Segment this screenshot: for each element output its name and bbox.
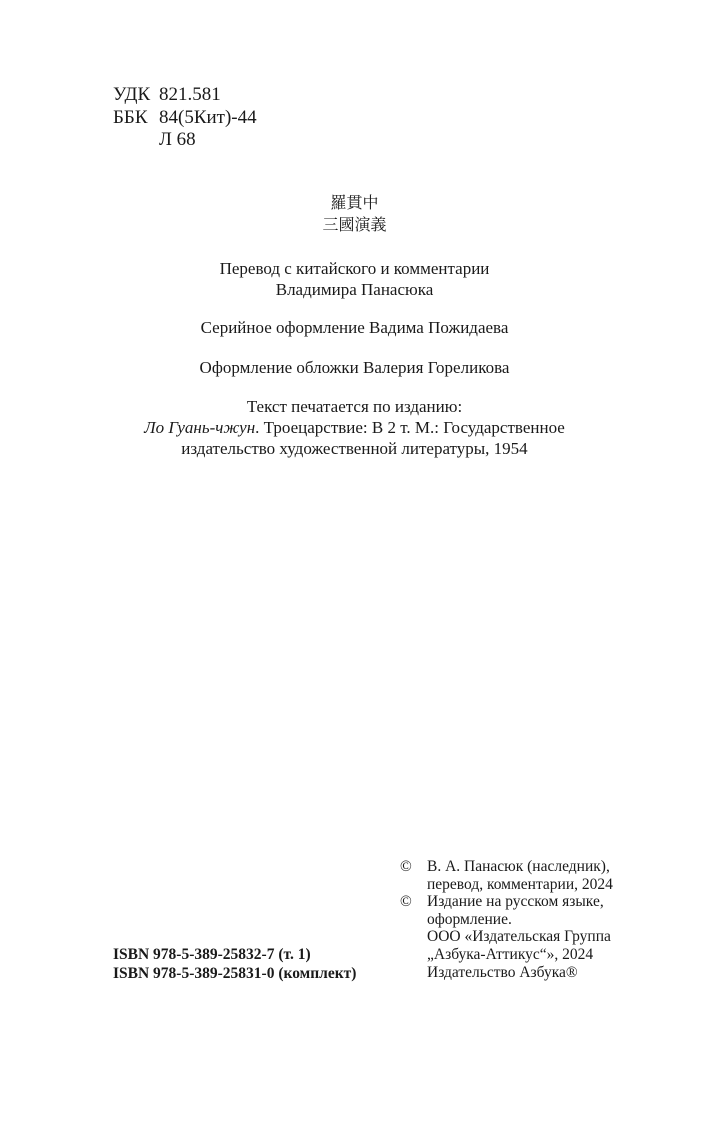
udk-row [113, 84, 257, 107]
bbk-row [113, 107, 257, 130]
classification-block [113, 84, 257, 152]
copyright-entry-translation [400, 858, 613, 893]
source-title-publisher: . Троецарствие: В 2 т. М.: Государственное [255, 418, 565, 437]
copyright-block [400, 858, 613, 981]
source-author: Ло Гуань-чжун [144, 418, 256, 437]
translation-line-2: Владимира Панасюка [275, 280, 434, 299]
author-mark-row [113, 129, 257, 152]
title-cjk: 三國演義 [322, 215, 387, 234]
source-edition-line-1: Текст печатается по изданию: [246, 397, 463, 416]
isbn-block [113, 945, 356, 983]
isbn-set: ISBN 978-5-389-25831-0 (комплект) [113, 965, 357, 982]
bbk-value: 84(5Кит)-44 [159, 106, 257, 128]
author-mark: Л 68 [159, 129, 196, 150]
copyright-line: оформление. [427, 910, 512, 928]
translation-credit [0, 258, 709, 300]
copyright-entry-edition [400, 893, 613, 981]
source-edition-line-3: издательство художественной литературы, 1954 [181, 439, 528, 458]
copyright-symbol: © [400, 893, 412, 911]
udk-label: УДК [113, 84, 151, 105]
copyright-line: В. А. Панасюк (наследник), [427, 858, 610, 875]
series-design-credit: Серийное оформление Вадима Пожидаева [200, 318, 509, 337]
copyright-line: Издание на русском языке, [427, 893, 604, 911]
original-title-block [0, 192, 709, 236]
author-cjk: 羅貫中 [330, 193, 379, 212]
bbk-label: ББК [113, 106, 148, 128]
copyright-line: ООО «Издательская Группа [427, 928, 611, 946]
copyright-symbol: © [400, 858, 412, 875]
isbn-volume: ISBN 978-5-389-25832-7 (т. 1) [113, 946, 311, 963]
udk-value: 821.581 [159, 84, 221, 105]
source-edition-block [0, 396, 709, 459]
cover-design-credit: Оформление обложки Валерия Гореликова [199, 358, 510, 377]
translation-line-1: Перевод с китайского и комментарии [219, 259, 490, 278]
source-edition-line-2 [0, 417, 709, 438]
copyright-line: перевод, комментарии, 2024 [427, 875, 613, 893]
copyright-line: „Азбука-Аттикус“», 2024 [427, 945, 594, 963]
copyright-line: Издательство Азбука® [427, 963, 578, 981]
